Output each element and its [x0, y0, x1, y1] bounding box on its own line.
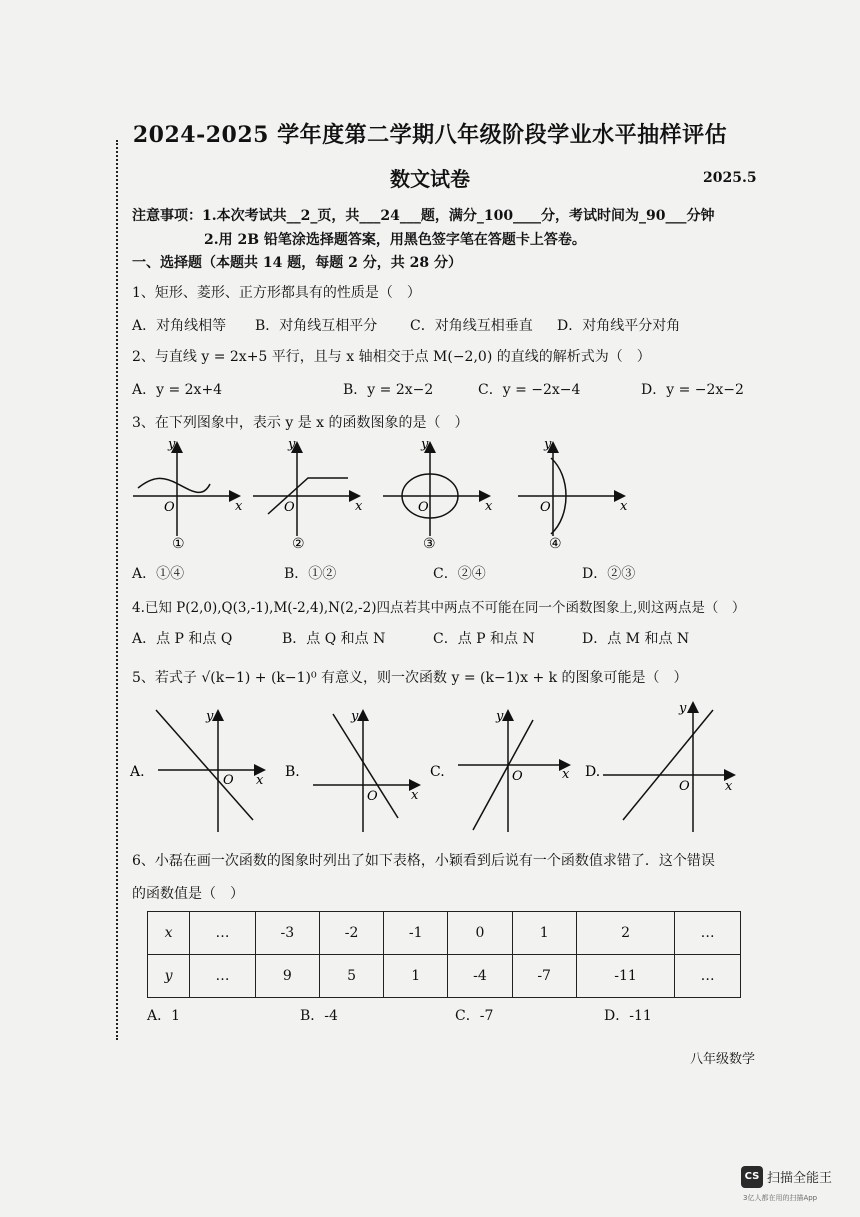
q5-graph-c [430, 709, 570, 832]
q5-graph-a [129, 709, 264, 832]
q3-g4-y: y [544, 437, 552, 452]
table-cell: 1 [512, 912, 576, 955]
q5-ga-y: y [206, 709, 214, 724]
table-cell: … [675, 955, 741, 998]
q5-ga-o: O [223, 773, 234, 788]
q2-option-c: C．y = −2x−4 [478, 382, 581, 398]
table-cell: y [148, 955, 190, 998]
q4-option-c: C．点 P 和点 N [433, 631, 535, 647]
table-cell: -4 [448, 955, 512, 998]
q3-g3-x: x [485, 499, 493, 514]
q3-graphs [128, 436, 768, 556]
table-cell: 5 [319, 955, 383, 998]
q5-gc-o: O [512, 769, 523, 784]
q3-g4-x: x [620, 499, 628, 514]
table-row-y [148, 955, 741, 998]
q3-g3-y: y [421, 437, 429, 452]
table-cell: 2 [576, 912, 675, 955]
table-cell: 9 [255, 955, 319, 998]
page-footer: 八年级数学 [690, 1052, 756, 1067]
q4-option-a: A．点 P 和点 Q [132, 631, 233, 647]
table-cell: … [190, 912, 256, 955]
q1-option-d: D．对角线平分对角 [557, 318, 681, 334]
q3-label-2: ② [292, 536, 305, 552]
q1-option-b: B．对角线互相平分 [255, 318, 378, 334]
q6-value-table [147, 911, 741, 998]
q5-option-c: C. [430, 764, 445, 780]
q5-gc-x: x [562, 767, 570, 782]
table-cell: … [190, 955, 256, 998]
q5-graph-b [285, 709, 419, 832]
table-cell: -3 [255, 912, 319, 955]
table-cell: -11 [576, 955, 675, 998]
q5-option-a: A. [130, 764, 145, 780]
q5-option-d: D. [585, 764, 601, 780]
q3-g2-o: O [284, 500, 295, 515]
q3-g2-x: x [355, 499, 363, 514]
q2-option-d: D．y = −2x−2 [641, 382, 744, 398]
camscanner-logo-icon: CS [741, 1166, 763, 1188]
q5-gb-o: O [367, 789, 378, 804]
table-cell: -1 [384, 912, 448, 955]
q4-option-b: B．点 Q 和点 N [282, 631, 386, 647]
binding-dotted-line [116, 140, 118, 1040]
q1-option-c: C．对角线互相垂直 [410, 318, 533, 334]
q3-label-4: ④ [549, 536, 562, 552]
question-4-stem: 4.已知 P(2,0),Q(3,-1),M(-2,4),N(2,-2)四点若其中两点不可能在同一个函数图象上,则这两点是（ ） [132, 600, 746, 616]
q3-label-3: ③ [423, 536, 436, 552]
q5-gd-o: O [679, 779, 690, 794]
question-2-stem: 2、与直线 y = 2x+5 平行，且与 x 轴相交于点 M(−2,0) 的直线的解析式为（ ） [132, 349, 651, 365]
q3-g2-y: y [288, 437, 296, 452]
question-5-stem: 5、若式子 √(k−1) + (k−1)⁰ 有意义，则一次函数 y = (k−1)x + k 的图象可能是（ ） [132, 670, 688, 686]
q6-option-b: B．-4 [300, 1008, 338, 1024]
section-heading: 一、选择题（本题共 14 题，每题 2 分，共 28 分） [132, 255, 462, 271]
q3-g1-x: x [235, 499, 243, 514]
table-cell: x [148, 912, 190, 955]
q5-option-b: B. [285, 764, 300, 780]
q6-option-d: D．-11 [604, 1008, 652, 1024]
q1-option-a: A．对角线相等 [132, 318, 227, 334]
q3-g1-o: O [164, 500, 175, 515]
exam-date: 2025.5 [703, 170, 757, 186]
q3-g1-y: y [168, 437, 176, 452]
watermark-tagline: 3亿人都在用的扫描App [743, 1194, 818, 1202]
q3-option-b: B．①② [284, 566, 337, 582]
q3-label-1: ① [172, 536, 185, 552]
table-cell: 1 [384, 955, 448, 998]
question-6-stem-2: 的函数值是（ ） [132, 886, 244, 902]
q4-option-d: D．点 M 和点 N [582, 631, 690, 647]
exam-title: 2024-2025 学年度第二学期八年级阶段学业水平抽样评估 [132, 122, 728, 148]
table-row-x [148, 912, 741, 955]
q3-g4-o: O [540, 500, 551, 515]
q6-option-a: A．1 [147, 1008, 181, 1024]
q5-gd-y: y [679, 701, 687, 716]
q5-graph-d [585, 701, 733, 832]
exam-subtitle: 数文试卷 [390, 167, 470, 191]
q5-ga-x: x [256, 773, 264, 788]
watermark-name: 扫描全能王 [767, 1171, 833, 1186]
q2-option-b: B．y = 2x−2 [343, 382, 434, 398]
q5-gc-y: y [496, 709, 504, 724]
q3-option-a: A．①④ [132, 566, 185, 582]
q5-gd-x: x [725, 779, 733, 794]
question-6-stem-1: 6、小磊在画一次函数的图象时列出了如下表格，小颖看到后说有一个函数值求错了．这个错误 [132, 853, 715, 869]
question-1-stem: 1、矩形、菱形、正方形都具有的性质是（ ） [132, 285, 421, 301]
q3-graph-2 [253, 437, 363, 552]
question-3-stem: 3、在下列图象中，表示 y 是 x 的函数图象的是（ ） [132, 415, 469, 431]
q6-option-c: C．-7 [455, 1008, 494, 1024]
q3-option-c: C．②④ [433, 566, 486, 582]
q3-graph-4 [518, 437, 628, 552]
q5-gb-x: x [411, 788, 419, 803]
table-cell: -2 [319, 912, 383, 955]
q3-graph-3 [383, 437, 493, 552]
q2-option-a: A．y = 2x+4 [132, 382, 223, 398]
q3-g3-o: O [418, 500, 429, 515]
notes-line-2: 2.用 2B 铅笔涂选择题答案，用黑色签字笔在答题卡上答卷。 [204, 232, 586, 248]
q5-gb-y: y [351, 709, 359, 724]
table-cell: 0 [448, 912, 512, 955]
q3-option-d: D．②③ [582, 566, 636, 582]
table-cell: -7 [512, 955, 576, 998]
q3-graph-1 [133, 437, 243, 552]
table-cell: … [675, 912, 741, 955]
notes-line-1: 注意事项：1.本次考试共__2_页，共___24___题，满分_100____分，考试时间为_90___分钟 [132, 208, 715, 224]
q5-graphs [128, 700, 748, 840]
